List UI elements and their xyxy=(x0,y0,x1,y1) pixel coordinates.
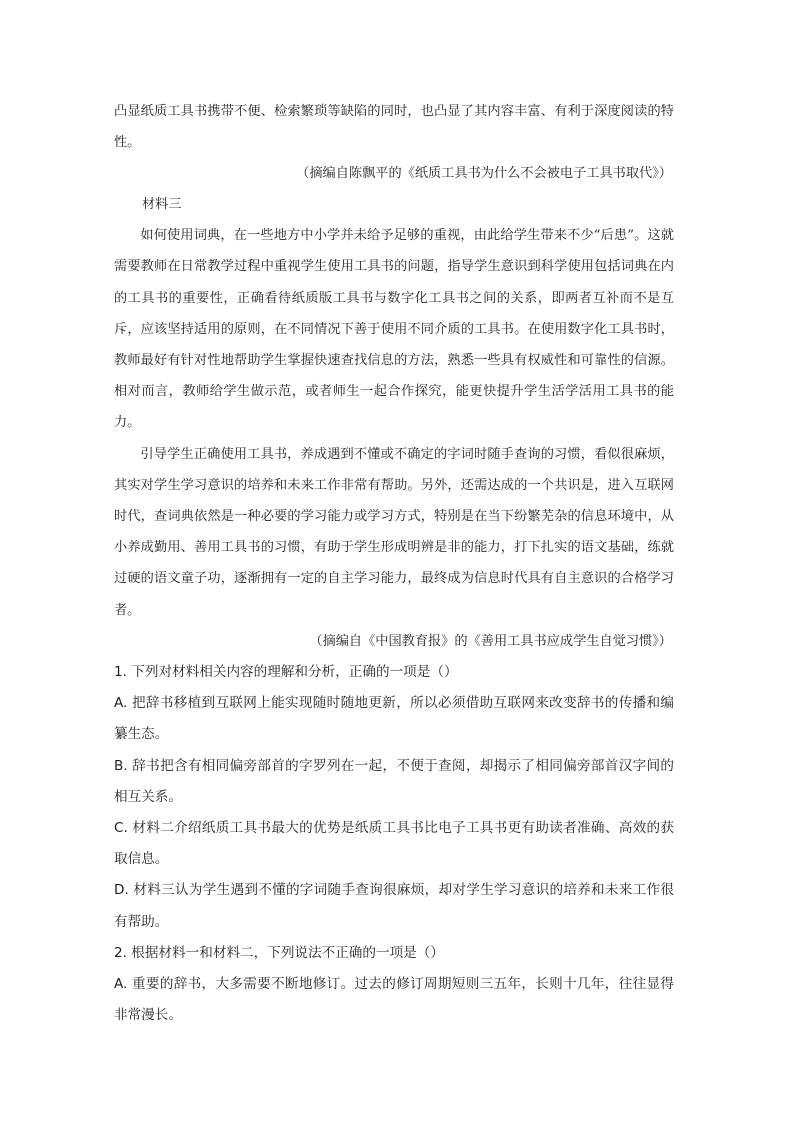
material2-last-paragraph: 凸显纸质工具书携带不便、检索繁琐等缺陷的同时，也凸显了其内容丰富、有利于深度阅读的特性。 xyxy=(114,104,674,151)
question-2-stem: 2. 根据材料一和材料二，下列说法不正确的一项是（） xyxy=(114,945,444,961)
question-1-option-b: B. 辞书把含有相同偏旁部首的字罗列在一起，不便于查阅，却揭示了相同偏旁部首汉字间的相互关系。 xyxy=(114,757,674,805)
question-1-option-c: C. 材料二介绍纸质工具书最大的优势是纸质工具书比电子工具书更有助读者准确、高效的获取信息。 xyxy=(114,820,674,868)
material3-paragraph-1: 如何使用词典，在一些地方中小学并未给予足够的重视，由此给学生带来不少“后患”。这就需要教师在日常教学过程中重视学生使用工具书的问题，指导学生意识到科学使用包括词典在内的工具书的重要性，正确看待纸质版工具书与数字化工具书之间的关系，即两者互补而不是互斥，应该坚持适用的原则，在不同情况下善于使用不同介质的工具书。在使用数字化工具书时，教师最好有针对性地帮助学生掌握快速查找信息的方法，熟悉一些具有权威性和可靠性的信源。相对而言，教师给学生做示范，或者师生一起合作探究，能更快提升学生活学活用工具书的能力。 xyxy=(114,228,674,431)
question-2-option-a: A. 重要的辞书，大多需要不断地修订。过去的修订周期短则三五年，长则十几年，往往显得非常漫长。 xyxy=(114,976,674,1024)
material3-source: （摘编自《中国教育报》的《善用工具书应成学生自觉习惯》） xyxy=(309,633,672,649)
question-2 xyxy=(114,938,674,1032)
material3-heading: 材料三 xyxy=(142,197,182,212)
material2-ending xyxy=(114,96,674,190)
material3-paragraph-2: 引导学生正确使用工具书，养成遇到不懂或不确定的字词时随手查询的习惯，看似很麻烦，其实对学生学习意识的培养和未来工作非常有帮助。另外，还需达成的一个共识是，进入互联网时代，查词典依然是一种必要的学习能力或学习方式，特别是在当下纷繁芜杂的信息环境中，从小养成勤用、善用工具书的习惯，有助于学生形成明辨是非的能力，打下扎实的语文基础，练就过硬的语文童子功，逐渐拥有一定的自主学习能力，最终成为信息时代具有自主意识的合格学习者。 xyxy=(114,446,674,618)
question-1-option-a: A. 把辞书移植到互联网上能实现随时随地更新，所以必须借助互联网来改变辞书的传播和编纂生态。 xyxy=(114,695,674,743)
question-1 xyxy=(114,657,674,938)
material3-section xyxy=(114,189,674,657)
material2-source: （摘编自陈飘平的《纸质工具书为什么不会被电子工具书取代》） xyxy=(296,166,672,182)
question-1-stem: 1. 下列对材料相关内容的理解和分析，正确的一项是（） xyxy=(114,664,458,680)
question-1-option-d: D. 材料三认为学生遇到不懂的字词随手查询很麻烦，却对学生学习意识的培养和未来工作很有帮助。 xyxy=(114,882,674,930)
